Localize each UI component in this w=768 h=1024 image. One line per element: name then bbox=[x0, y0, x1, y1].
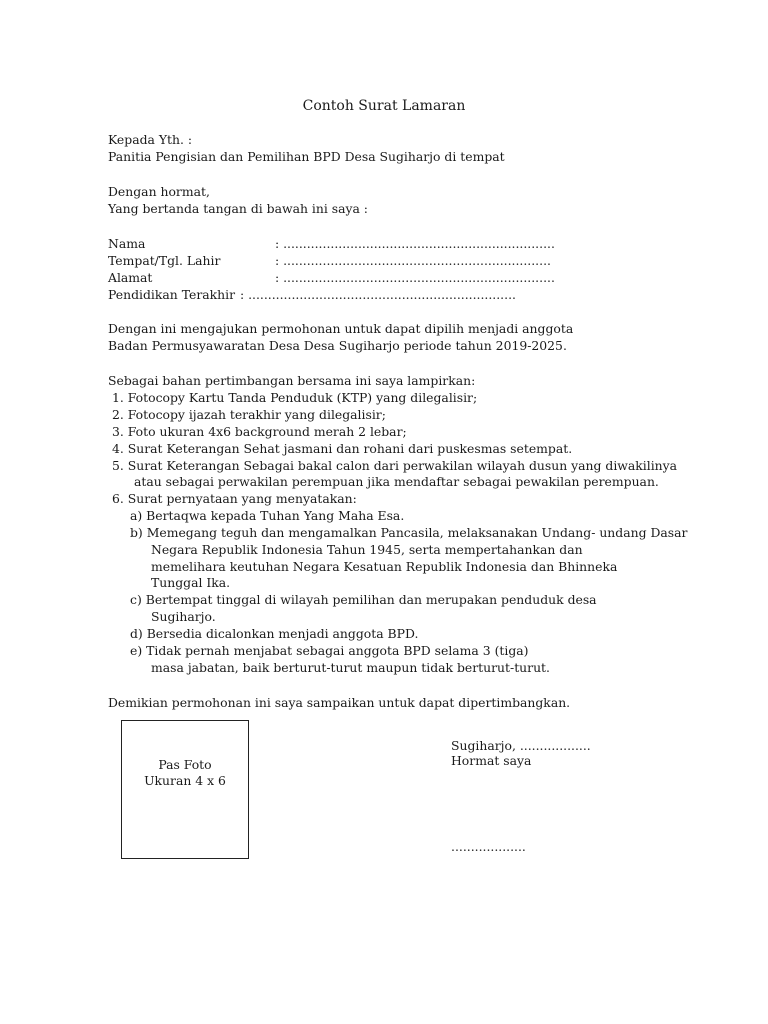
field-label-name: Nama bbox=[108, 236, 146, 251]
statement-e-line-2: masa jabatan, baik berturut-turut maupun tidak berturut-turut. bbox=[151, 660, 550, 675]
recipient-line-1: Kepada Yth. : bbox=[108, 132, 193, 147]
photo-label-1: Pas Foto bbox=[158, 757, 212, 772]
field-label-address: Alamat bbox=[108, 270, 153, 285]
list-item-continuation: atau sebagai perwakilan perempuan jika mendaftar sebagai pewakilan perempuan. bbox=[134, 474, 659, 489]
field-value-birth: : .................................................................... bbox=[275, 253, 551, 268]
request-line-1: Dengan ini mengajukan permohonan untuk dapat dipilih menjadi anggota bbox=[108, 321, 574, 336]
statement-b-line-4: Tunggal Ika. bbox=[151, 575, 231, 590]
field-value-name: : ..................................................................... bbox=[275, 236, 555, 251]
list-item: 2. Fotocopy ijazah terakhir yang dilegalisir; bbox=[112, 407, 386, 422]
list-item: 1. Fotocopy Kartu Tanda Penduduk (KTP) yang dilegalisir; bbox=[112, 390, 478, 405]
request-line-2: Badan Permusyawaratan Desa Desa Sugiharjo periode tahun 2019-2025. bbox=[108, 338, 567, 353]
statement-c: c) Bertempat tinggal di wilayah pemilihan dan merupakan penduduk desa bbox=[130, 592, 597, 607]
recipient-line-2: Panitia Pengisian dan Pemilihan BPD Desa Sugiharjo di tempat bbox=[108, 149, 505, 164]
photo-placeholder-box bbox=[121, 720, 249, 859]
field-value-address: : ..................................................................... bbox=[275, 270, 555, 285]
signature-regards: Hormat saya bbox=[451, 753, 532, 768]
list-item: 3. Foto ukuran 4x6 background merah 2 lebar; bbox=[112, 424, 407, 439]
closing-text: Demikian permohonan ini saya sampaikan untuk dapat dipertimbangkan. bbox=[108, 695, 571, 710]
photo-label-2: Ukuran 4 x 6 bbox=[144, 773, 226, 788]
signature-name-line: ................... bbox=[451, 839, 526, 854]
greeting-line-1: Dengan hormat, bbox=[108, 184, 210, 199]
statement-d: d) Bersedia dicalonkan menjadi anggota BPD. bbox=[130, 626, 419, 641]
signature-place-date: Sugiharjo, .................. bbox=[451, 738, 591, 753]
field-label-birth: Tempat/Tgl. Lahir bbox=[108, 253, 221, 268]
field-value-education: : .................................................................... bbox=[240, 287, 516, 302]
list-item: 5. Surat Keterangan Sebagai bakal calon dari perwakilan wilayah dusun yang diwakilinya bbox=[112, 458, 678, 473]
letter-title: Contoh Surat Lamaran bbox=[302, 98, 466, 114]
statement-b-line-2: Negara Republik Indonesia Tahun 1945, serta mempertahankan dan bbox=[151, 542, 583, 557]
statement-e: e) Tidak pernah menjabat sebagai anggota BPD selama 3 (tiga) bbox=[130, 643, 529, 658]
field-label-education: Pendidikan Terakhir bbox=[108, 287, 236, 302]
statement-a: a) Bertaqwa kepada Tuhan Yang Maha Esa. bbox=[130, 508, 405, 523]
statement-c-line-2: Sugiharjo. bbox=[151, 609, 216, 624]
statement-b-line-3: memelihara keutuhan Negara Kesatuan Republik Indonesia dan Bhinneka bbox=[151, 559, 618, 574]
attachments-intro: Sebagai bahan pertimbangan bersama ini saya lampirkan: bbox=[108, 373, 476, 388]
list-item: 6. Surat pernyataan yang menyatakan: bbox=[112, 491, 357, 506]
greeting-line-2: Yang bertanda tangan di bawah ini saya : bbox=[108, 201, 368, 216]
list-item: 4. Surat Keterangan Sehat jasmani dan rohani dari puskesmas setempat. bbox=[112, 441, 573, 456]
statement-b: b) Memegang teguh dan mengamalkan Pancasila, melaksanakan Undang- undang Dasar bbox=[130, 525, 688, 540]
